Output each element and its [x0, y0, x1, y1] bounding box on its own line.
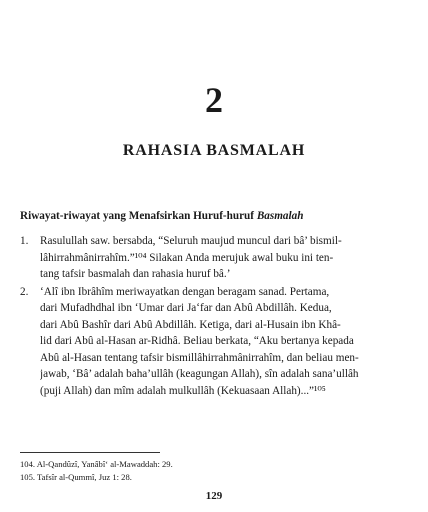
- paragraph-line: dari Abû Bashîr dari Abû Abdillâh. Ketiga, dari al-Husain ibn Khâ-: [40, 318, 341, 331]
- footnote: 105. Tafsîr al-Qummî, Juz 1: 28.: [20, 471, 132, 482]
- riwayat-list: [20, 233, 415, 400]
- chapter-number: 2: [205, 80, 223, 120]
- section-heading-text: Riwayat-riwayat yang Menafsirkan Huruf-huruf: [20, 210, 257, 222]
- section-heading-italic: Basmalah: [256, 210, 304, 222]
- list-item: [20, 284, 415, 400]
- paragraph-line: lâhirrahmânirrahîm.”¹⁰⁴ Silakan Anda merujuk awal buku ini ten-: [40, 251, 334, 264]
- chapter-title: RAHASIA BASMALAH: [122, 142, 306, 159]
- paragraph-line: Rasulullah saw. bersabda, “Seluruh maujud muncul dari bâ’ bismil-: [40, 235, 342, 247]
- section-heading: [20, 208, 415, 224]
- paragraph-line: Abû al-Hasan tentang tafsir bismillâhirrahmânirrahîm, dan beliau men-: [40, 351, 359, 364]
- page-number: 129: [205, 490, 223, 502]
- list-item-number: 2.: [20, 285, 29, 298]
- footnotes: [20, 458, 415, 483]
- list-item-number: 1.: [20, 235, 29, 247]
- paragraph-line: lid dari Abû al-Hasan ar-Ridhâ. Beliau berkata, “Aku bertanya kepada: [40, 335, 354, 347]
- list-item: [20, 233, 415, 283]
- footnote: 104. Al-Qandûzî, Yanâbî‘ al-Mawaddah: 29.: [20, 459, 173, 469]
- paragraph-line: tang tafsir basmalah dan rahasia huruf bâ.’: [40, 268, 231, 280]
- paragraph-line: ‘Alî ibn Ibrâhîm meriwayatkan dengan beragam sanad. Pertama,: [40, 285, 330, 298]
- paragraph-line: (puji Allah) dan mîm adalah mulkullâh (Kekuasaan Allah)...”¹⁰⁵: [40, 384, 326, 397]
- footnote-divider: [20, 452, 160, 453]
- paragraph-line: jawab, ‘Bâ’ adalah baha’ullâh (keagungan Allah), sîn adalah sana’ullâh: [40, 368, 359, 380]
- paragraph-line: dari Mufadhdhal ibn ‘Umar dari Ja‘far dan Abû Abdillâh. Kedua,: [40, 302, 332, 314]
